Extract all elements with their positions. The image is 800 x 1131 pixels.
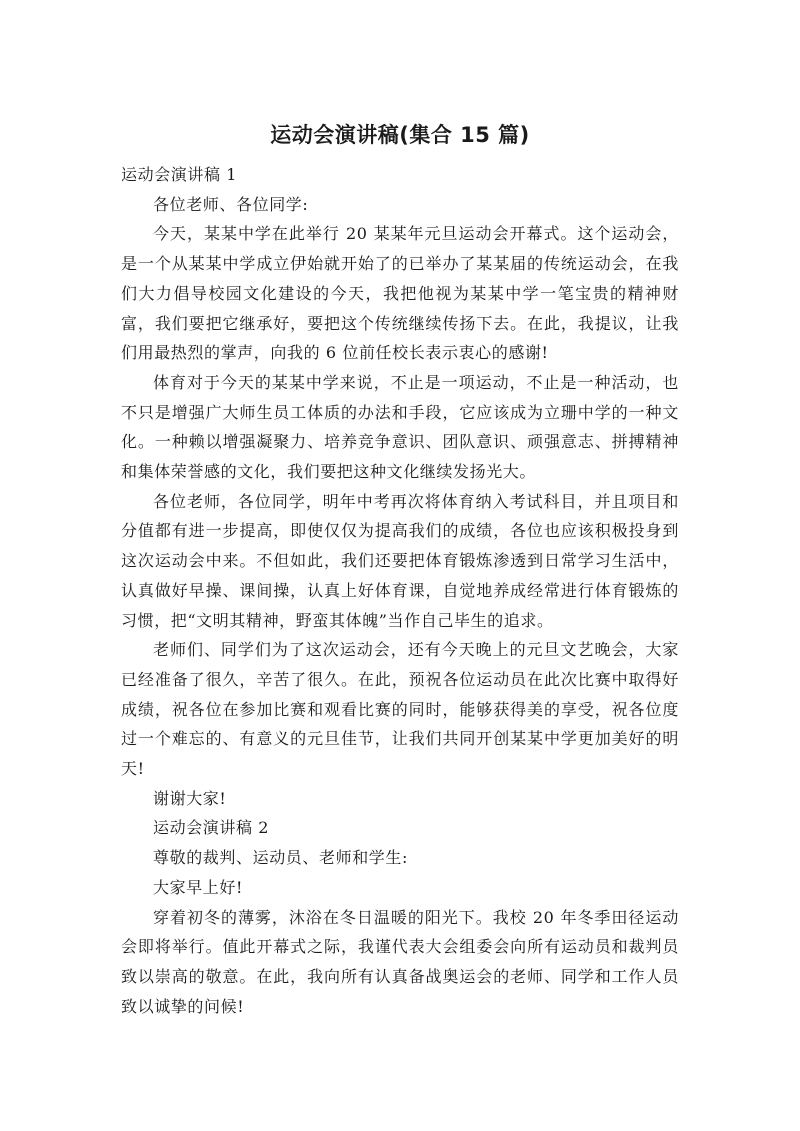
- document-title: 运动会演讲稿(集合 15 篇): [270, 123, 530, 147]
- paragraph-4: 老师们、同学们为了这次运动会，还有今天晚上的元旦文艺晚会，大家已经准备了很久，辛苦了很久。在此，预祝各位运动员在此次比赛中取得好成绩，祝各位在参加比赛和观看比赛的同时，能够获得美的享受，祝各位度过一个难忘的、有意义的元旦佳节，让我们共同开创某某中学更加美好的明天!: [121, 640, 679, 779]
- section-heading-1: 运动会演讲稿 1: [121, 165, 238, 184]
- paragraph-1: 今天，某某中学在此举行 20 某某年元旦运动会开幕式。这个运动会，是一个从某某中学成立伊始就开始了的已举办了某某届的传统运动会，在我们大力倡导校园文化建设的今天，我把他视为某某中学一笔宝贵的精神财富，我们要把它继承好，要把这个传统继续传扬下去。在此，我提议，让我们用最热烈的掌声，向我的 6 位前任校长表示衷心的感谢!: [121, 224, 679, 363]
- closing-thanks: 谢谢大家!: [153, 788, 227, 808]
- paragraph-5: 穿着初冬的薄雾，沐浴在冬日温暖的阳光下。我校 20 年冬季田径运动会即将举行。值此开幕式之际，我谨代表大会组委会向所有运动员和裁判员致以崇高的敬意。在此，我向所有认真备战奥运会的老师、同学和工作人员致以诚挚的问候!: [121, 907, 679, 1016]
- salutation-1: 各位老师、各位同学:: [153, 194, 309, 214]
- section-heading-2: 运动会演讲稿 2: [153, 818, 270, 838]
- paragraph-2: 体育对于今天的某某中学来说，不止是一项运动，不止是一种活动，也不只是增强广大师生员工体质的办法和手段，它应该成为立珊中学的一种文化。一种赖以增强凝聚力、培养竞争意识、团队意识、顽强意志、拼搏精神和集体荣誉感的文化，我们要把这种文化继续发扬光大。: [121, 372, 679, 482]
- document-body: [121, 160, 679, 1021]
- paragraph-3: 各位老师，各位同学，明年中考再次将体育纳入考试科目，并且项目和分值都有进一步提高，即使仅仅为提高我们的成绩，各位也应该积极投身到这次运动会中来。不但如此，我们还要把体育锻炼渗透到日常学习生活中，认真做好早操、课间操，认真上好体育课，自觉地养成经常进行体育锻炼的习惯，把“文明其精神，野蛮其体魄”当作自己毕生的追求。: [121, 491, 679, 630]
- salutation-2: 尊敬的裁判、运动员、老师和学生:: [153, 848, 408, 868]
- greeting: 大家早上好!: [153, 877, 244, 897]
